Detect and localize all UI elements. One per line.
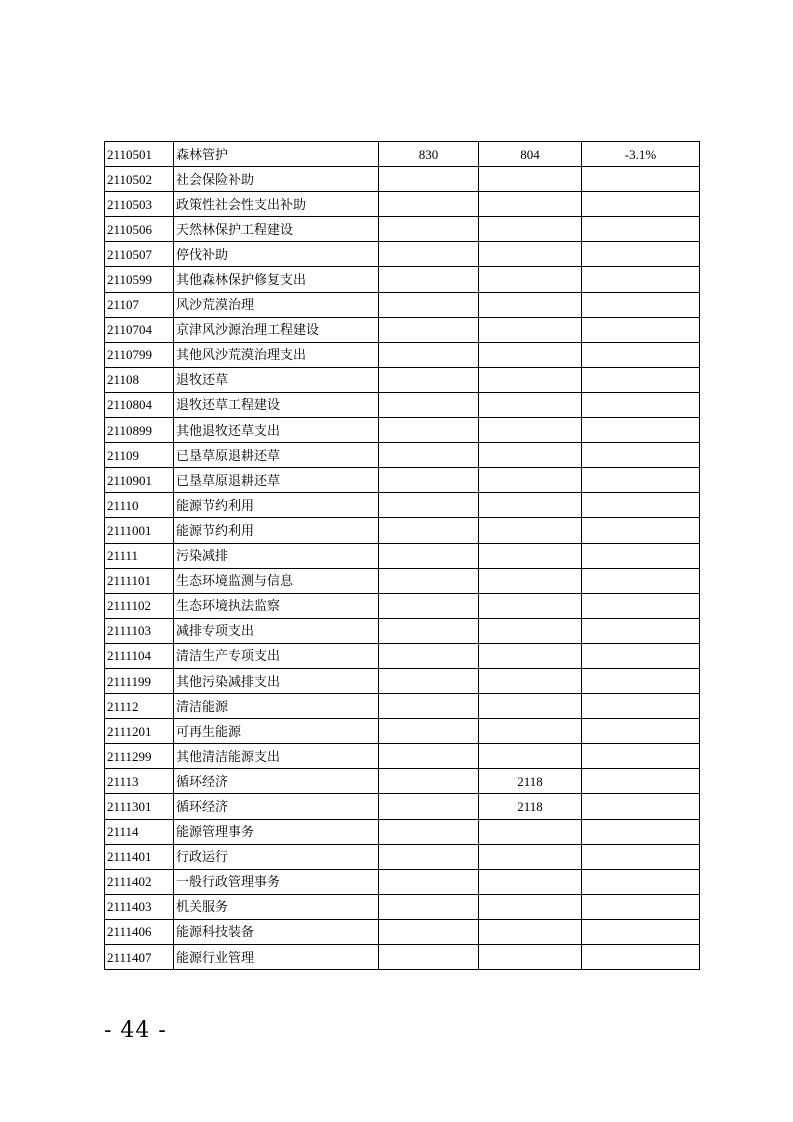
value-cell-2 xyxy=(479,593,582,618)
table-row xyxy=(105,894,700,919)
name-cell: 机关服务 xyxy=(174,894,379,919)
value-cell-1 xyxy=(379,643,479,668)
value-cell-1 xyxy=(379,317,479,342)
table-row xyxy=(105,769,700,794)
value-cell-3 xyxy=(582,794,700,819)
value-cell-3 xyxy=(582,468,700,493)
value-cell-1 xyxy=(379,819,479,844)
table-row xyxy=(105,142,700,167)
value-cell-2 xyxy=(479,945,582,970)
code-cell: 2111402 xyxy=(105,869,174,894)
value-cell-1 xyxy=(379,694,479,719)
value-cell-2 xyxy=(479,518,582,543)
name-cell: 一般行政管理事务 xyxy=(174,869,379,894)
code-cell: 2110899 xyxy=(105,418,174,443)
code-cell: 21108 xyxy=(105,367,174,392)
value-cell-2 xyxy=(479,342,582,367)
value-cell-3 xyxy=(582,392,700,417)
table-row xyxy=(105,468,700,493)
value-cell-1 xyxy=(379,242,479,267)
value-cell-1 xyxy=(379,367,479,392)
value-cell-3 xyxy=(582,593,700,618)
value-cell-1 xyxy=(379,794,479,819)
value-cell-1 xyxy=(379,744,479,769)
value-cell-3 xyxy=(582,869,700,894)
name-cell: 其他清洁能源支出 xyxy=(174,744,379,769)
name-cell: 其他森林保护修复支出 xyxy=(174,267,379,292)
name-cell: 能源节约利用 xyxy=(174,518,379,543)
name-cell: 能源节约利用 xyxy=(174,493,379,518)
table-row xyxy=(105,844,700,869)
value-cell-3 xyxy=(582,568,700,593)
value-cell-1 xyxy=(379,468,479,493)
value-cell-2 xyxy=(479,919,582,944)
name-cell: 停伐补助 xyxy=(174,242,379,267)
table-row xyxy=(105,167,700,192)
name-cell: 能源行业管理 xyxy=(174,945,379,970)
name-cell: 退牧还草 xyxy=(174,367,379,392)
value-cell-2 xyxy=(479,719,582,744)
table-row xyxy=(105,267,700,292)
code-cell: 21110 xyxy=(105,493,174,518)
value-cell-2 xyxy=(479,694,582,719)
budget-table xyxy=(104,141,700,970)
name-cell: 政策性社会性支出补助 xyxy=(174,192,379,217)
table-row xyxy=(105,217,700,242)
value-cell-1 xyxy=(379,217,479,242)
value-cell-3 xyxy=(582,694,700,719)
value-cell-2 xyxy=(479,618,582,643)
code-cell: 2111406 xyxy=(105,919,174,944)
value-cell-1 xyxy=(379,518,479,543)
value-cell-1 xyxy=(379,267,479,292)
code-cell: 2111001 xyxy=(105,518,174,543)
value-cell-3 xyxy=(582,643,700,668)
value-cell-2 xyxy=(479,894,582,919)
table-row xyxy=(105,443,700,468)
value-cell-3 xyxy=(582,242,700,267)
value-cell-1 xyxy=(379,192,479,217)
table-row xyxy=(105,518,700,543)
value-cell-2 xyxy=(479,844,582,869)
table-row xyxy=(105,493,700,518)
value-cell-1: 830 xyxy=(379,142,479,167)
name-cell: 已垦草原退耕还草 xyxy=(174,468,379,493)
value-cell-3 xyxy=(582,267,700,292)
value-cell-1 xyxy=(379,543,479,568)
code-cell: 2111407 xyxy=(105,945,174,970)
table-row xyxy=(105,945,700,970)
value-cell-1 xyxy=(379,568,479,593)
name-cell: 能源科技装备 xyxy=(174,919,379,944)
value-cell-2 xyxy=(479,242,582,267)
value-cell-2 xyxy=(479,493,582,518)
name-cell: 循环经济 xyxy=(174,794,379,819)
value-cell-2 xyxy=(479,668,582,693)
value-cell-1 xyxy=(379,292,479,317)
code-cell: 2111201 xyxy=(105,719,174,744)
value-cell-2 xyxy=(479,167,582,192)
code-cell: 2111403 xyxy=(105,894,174,919)
code-cell: 2110503 xyxy=(105,192,174,217)
name-cell: 社会保险补助 xyxy=(174,167,379,192)
value-cell-3 xyxy=(582,167,700,192)
code-cell: 21109 xyxy=(105,443,174,468)
code-cell: 2111102 xyxy=(105,593,174,618)
name-cell: 生态环境监测与信息 xyxy=(174,568,379,593)
table-row xyxy=(105,543,700,568)
value-cell-2: 804 xyxy=(479,142,582,167)
code-cell: 2110599 xyxy=(105,267,174,292)
code-cell: 21111 xyxy=(105,543,174,568)
code-cell: 2111299 xyxy=(105,744,174,769)
value-cell-2 xyxy=(479,443,582,468)
value-cell-2 xyxy=(479,568,582,593)
value-cell-1 xyxy=(379,894,479,919)
value-cell-3 xyxy=(582,493,700,518)
name-cell: 清洁生产专项支出 xyxy=(174,643,379,668)
name-cell: 风沙荒漠治理 xyxy=(174,292,379,317)
table-row xyxy=(105,869,700,894)
value-cell-3 xyxy=(582,945,700,970)
value-cell-2 xyxy=(479,744,582,769)
code-cell: 2110506 xyxy=(105,217,174,242)
value-cell-2 xyxy=(479,643,582,668)
table-row xyxy=(105,342,700,367)
value-cell-3 xyxy=(582,443,700,468)
name-cell: 行政运行 xyxy=(174,844,379,869)
value-cell-3 xyxy=(582,317,700,342)
value-cell-3 xyxy=(582,668,700,693)
name-cell: 能源管理事务 xyxy=(174,819,379,844)
value-cell-1 xyxy=(379,342,479,367)
code-cell: 2110901 xyxy=(105,468,174,493)
name-cell: 其他污染减排支出 xyxy=(174,668,379,693)
value-cell-3 xyxy=(582,217,700,242)
code-cell: 2111199 xyxy=(105,668,174,693)
code-cell: 2110704 xyxy=(105,317,174,342)
table-row xyxy=(105,618,700,643)
value-cell-3 xyxy=(582,919,700,944)
code-cell: 2111101 xyxy=(105,568,174,593)
value-cell-2 xyxy=(479,317,582,342)
name-cell: 减排专项支出 xyxy=(174,618,379,643)
table-row xyxy=(105,919,700,944)
value-cell-3 xyxy=(582,543,700,568)
value-cell-3 xyxy=(582,719,700,744)
code-cell: 21107 xyxy=(105,292,174,317)
name-cell: 污染减排 xyxy=(174,543,379,568)
value-cell-1 xyxy=(379,618,479,643)
value-cell-1 xyxy=(379,869,479,894)
table-row xyxy=(105,367,700,392)
value-cell-1 xyxy=(379,769,479,794)
value-cell-3 xyxy=(582,192,700,217)
name-cell: 其他退牧还草支出 xyxy=(174,418,379,443)
table-row xyxy=(105,668,700,693)
value-cell-1 xyxy=(379,493,479,518)
value-cell-2 xyxy=(479,292,582,317)
code-cell: 2111103 xyxy=(105,618,174,643)
name-cell: 循环经济 xyxy=(174,769,379,794)
value-cell-3 xyxy=(582,367,700,392)
code-cell: 2111401 xyxy=(105,844,174,869)
table-row xyxy=(105,392,700,417)
value-cell-1 xyxy=(379,593,479,618)
name-cell: 其他风沙荒漠治理支出 xyxy=(174,342,379,367)
table-row xyxy=(105,694,700,719)
table-row xyxy=(105,593,700,618)
value-cell-3 xyxy=(582,844,700,869)
name-cell: 京津风沙源治理工程建设 xyxy=(174,317,379,342)
code-cell: 2111104 xyxy=(105,643,174,668)
value-cell-3 xyxy=(582,618,700,643)
table-row xyxy=(105,317,700,342)
value-cell-2 xyxy=(479,192,582,217)
code-cell: 21114 xyxy=(105,819,174,844)
name-cell: 生态环境执法监察 xyxy=(174,593,379,618)
table-row xyxy=(105,744,700,769)
name-cell: 天然林保护工程建设 xyxy=(174,217,379,242)
value-cell-3 xyxy=(582,894,700,919)
value-cell-1 xyxy=(379,418,479,443)
value-cell-3: -3.1% xyxy=(582,142,700,167)
value-cell-2 xyxy=(479,392,582,417)
name-cell: 可再生能源 xyxy=(174,719,379,744)
value-cell-3 xyxy=(582,744,700,769)
value-cell-1 xyxy=(379,919,479,944)
table-row xyxy=(105,292,700,317)
code-cell: 2110507 xyxy=(105,242,174,267)
table-row xyxy=(105,643,700,668)
value-cell-2 xyxy=(479,543,582,568)
value-cell-2 xyxy=(479,819,582,844)
value-cell-3 xyxy=(582,418,700,443)
value-cell-2 xyxy=(479,267,582,292)
value-cell-2 xyxy=(479,367,582,392)
value-cell-1 xyxy=(379,945,479,970)
table-row xyxy=(105,418,700,443)
code-cell: 2111301 xyxy=(105,794,174,819)
value-cell-3 xyxy=(582,769,700,794)
name-cell: 清洁能源 xyxy=(174,694,379,719)
code-cell: 2110502 xyxy=(105,167,174,192)
name-cell: 退牧还草工程建设 xyxy=(174,392,379,417)
value-cell-3 xyxy=(582,819,700,844)
code-cell: 21113 xyxy=(105,769,174,794)
table-row xyxy=(105,568,700,593)
value-cell-2 xyxy=(479,869,582,894)
value-cell-1 xyxy=(379,668,479,693)
code-cell: 2110799 xyxy=(105,342,174,367)
value-cell-3 xyxy=(582,342,700,367)
code-cell: 21112 xyxy=(105,694,174,719)
value-cell-3 xyxy=(582,292,700,317)
value-cell-2: 2118 xyxy=(479,794,582,819)
table-row xyxy=(105,242,700,267)
value-cell-3 xyxy=(582,518,700,543)
value-cell-1 xyxy=(379,392,479,417)
value-cell-1 xyxy=(379,719,479,744)
value-cell-2: 2118 xyxy=(479,769,582,794)
table-body xyxy=(105,142,700,970)
table-row xyxy=(105,794,700,819)
value-cell-1 xyxy=(379,844,479,869)
value-cell-2 xyxy=(479,217,582,242)
value-cell-1 xyxy=(379,443,479,468)
name-cell: 已垦草原退耕还草 xyxy=(174,443,379,468)
value-cell-2 xyxy=(479,418,582,443)
table-row xyxy=(105,192,700,217)
code-cell: 2110501 xyxy=(105,142,174,167)
page-number: - 44 - xyxy=(104,1018,167,1043)
value-cell-1 xyxy=(379,167,479,192)
table-row xyxy=(105,819,700,844)
name-cell: 森林管护 xyxy=(174,142,379,167)
table-row xyxy=(105,719,700,744)
value-cell-2 xyxy=(479,468,582,493)
code-cell: 2110804 xyxy=(105,392,174,417)
